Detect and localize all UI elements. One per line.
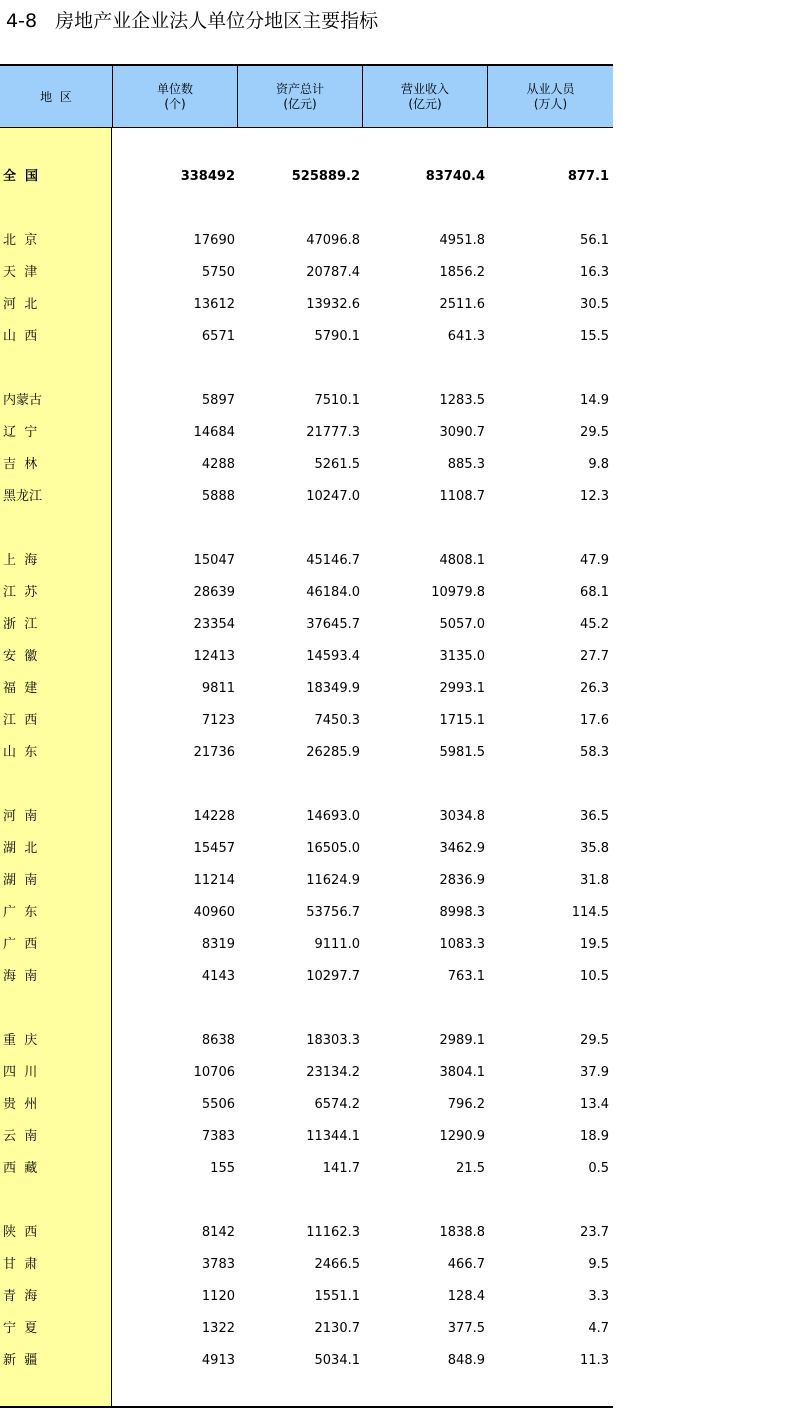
region-name: 黑龙江 <box>3 489 43 504</box>
revenue-cell: 641.3 <box>447 329 485 344</box>
assets-cell: 11624.9 <box>306 873 360 888</box>
region-name: 广 东 <box>3 905 38 920</box>
assets-cell: 14693.0 <box>306 809 360 824</box>
table-row <box>0 1127 613 1147</box>
revenue-cell: 2993.1 <box>439 681 485 696</box>
table-row <box>0 967 613 987</box>
region-name: 重 庆 <box>3 1033 38 1048</box>
header-assets <box>238 66 363 128</box>
table-bottom-rule <box>0 1406 613 1408</box>
table-row <box>0 455 613 475</box>
units-cell: 338492 <box>180 169 235 184</box>
revenue-cell: 5981.5 <box>439 745 485 760</box>
employees-cell: 17.6 <box>580 713 609 728</box>
employees-cell: 35.8 <box>580 841 609 856</box>
employees-cell: 23.7 <box>580 1225 609 1240</box>
revenue-cell: 2511.6 <box>439 297 485 312</box>
table-row <box>0 647 613 667</box>
header-assets-label: 资产总计 <box>275 82 324 96</box>
revenue-cell: 3135.0 <box>439 649 485 664</box>
units-cell: 4143 <box>201 969 235 984</box>
units-cell: 15047 <box>193 553 235 568</box>
units-cell: 9811 <box>201 681 235 696</box>
table-row <box>0 839 613 859</box>
revenue-cell: 1838.8 <box>439 1225 485 1240</box>
region-name: 安 徽 <box>3 649 38 664</box>
region-name: 贵 州 <box>3 1097 38 1112</box>
region-name: 湖 南 <box>3 873 38 888</box>
units-cell: 23354 <box>193 617 235 632</box>
table-row <box>0 231 613 251</box>
region-name: 福 建 <box>3 681 38 696</box>
units-cell: 21736 <box>193 745 235 760</box>
employees-cell: 68.1 <box>580 585 609 600</box>
units-cell: 4288 <box>201 457 235 472</box>
employees-cell: 29.5 <box>580 1033 609 1048</box>
assets-cell: 16505.0 <box>306 841 360 856</box>
revenue-cell: 1290.9 <box>439 1129 485 1144</box>
region-name: 吉 林 <box>3 457 38 472</box>
assets-cell: 26285.9 <box>306 745 360 760</box>
revenue-cell: 128.4 <box>447 1289 485 1304</box>
assets-cell: 37645.7 <box>306 617 360 632</box>
region-name: 河 南 <box>3 809 38 824</box>
assets-cell: 18303.3 <box>306 1033 360 1048</box>
region-column <box>0 128 112 1407</box>
assets-cell: 21777.3 <box>306 425 360 440</box>
employees-cell: 36.5 <box>580 809 609 824</box>
region-name: 天 津 <box>3 265 38 280</box>
units-cell: 8638 <box>201 1033 235 1048</box>
table-row <box>0 583 613 603</box>
revenue-cell: 377.5 <box>447 1321 485 1336</box>
region-name: 新 疆 <box>3 1353 38 1368</box>
employees-cell: 18.9 <box>580 1129 609 1144</box>
assets-cell: 47096.8 <box>306 233 360 248</box>
region-name: 浙 江 <box>3 617 38 632</box>
revenue-cell: 5057.0 <box>439 617 485 632</box>
table-row <box>0 807 613 827</box>
employees-cell: 877.1 <box>567 169 609 184</box>
table-row <box>0 679 613 699</box>
region-name: 西 藏 <box>3 1161 38 1176</box>
units-cell: 5506 <box>201 1097 235 1112</box>
table-row <box>0 1031 613 1051</box>
region-name: 陕 西 <box>3 1225 38 1240</box>
units-cell: 155 <box>210 1161 235 1176</box>
table-row <box>0 551 613 571</box>
table-row <box>0 295 613 315</box>
employees-cell: 29.5 <box>580 425 609 440</box>
assets-cell: 10297.7 <box>306 969 360 984</box>
header-employees-unit: (万人) <box>533 97 568 111</box>
employees-cell: 31.8 <box>580 873 609 888</box>
region-name: 云 南 <box>3 1129 38 1144</box>
table-row <box>0 1351 613 1371</box>
units-cell: 5750 <box>201 265 235 280</box>
table-row <box>0 1063 613 1083</box>
region-name: 四 川 <box>3 1065 38 1080</box>
revenue-cell: 21.5 <box>456 1161 485 1176</box>
header-units-label: 单位数 <box>156 82 193 96</box>
table-row <box>0 615 613 635</box>
assets-cell: 23134.2 <box>306 1065 360 1080</box>
table-row <box>0 711 613 731</box>
assets-cell: 5790.1 <box>314 329 360 344</box>
table-row <box>0 263 613 283</box>
units-cell: 8142 <box>201 1225 235 1240</box>
assets-cell: 18349.9 <box>306 681 360 696</box>
employees-cell: 0.5 <box>588 1161 609 1176</box>
region-name: 上 海 <box>3 553 38 568</box>
table-row <box>0 1159 613 1179</box>
employees-cell: 45.2 <box>580 617 609 632</box>
employees-cell: 10.5 <box>580 969 609 984</box>
revenue-cell: 4808.1 <box>439 553 485 568</box>
units-cell: 12413 <box>193 649 235 664</box>
assets-cell: 2130.7 <box>314 1321 360 1336</box>
revenue-cell: 1715.1 <box>439 713 485 728</box>
employees-cell: 9.5 <box>588 1257 609 1272</box>
header-revenue-label: 营业收入 <box>400 82 449 96</box>
assets-cell: 5261.5 <box>314 457 360 472</box>
revenue-cell: 8998.3 <box>439 905 485 920</box>
table-row <box>0 903 613 923</box>
assets-cell: 1551.1 <box>314 1289 360 1304</box>
revenue-cell: 3034.8 <box>439 809 485 824</box>
region-name: 山 东 <box>3 745 38 760</box>
total-row <box>0 167 613 187</box>
employees-cell: 13.4 <box>580 1097 609 1112</box>
table-header <box>0 64 613 128</box>
units-cell: 11214 <box>193 873 235 888</box>
table-row <box>0 1255 613 1275</box>
units-cell: 8319 <box>201 937 235 952</box>
assets-cell: 7450.3 <box>314 713 360 728</box>
employees-cell: 15.5 <box>580 329 609 344</box>
employees-cell: 27.7 <box>580 649 609 664</box>
employees-cell: 16.3 <box>580 265 609 280</box>
region-name: 内蒙古 <box>3 393 43 408</box>
table-row <box>0 391 613 411</box>
region-name: 河 北 <box>3 297 38 312</box>
revenue-cell: 4951.8 <box>439 233 485 248</box>
header-revenue <box>363 66 488 128</box>
region-name: 宁 夏 <box>3 1321 38 1336</box>
assets-cell: 20787.4 <box>306 265 360 280</box>
revenue-cell: 885.3 <box>447 457 485 472</box>
region-name: 江 西 <box>3 713 38 728</box>
revenue-cell: 2989.1 <box>439 1033 485 1048</box>
region-name: 广 西 <box>3 937 38 952</box>
assets-cell: 53756.7 <box>306 905 360 920</box>
employees-cell: 58.3 <box>580 745 609 760</box>
region-name: 辽 宁 <box>3 425 38 440</box>
revenue-cell: 1283.5 <box>439 393 485 408</box>
employees-cell: 14.9 <box>580 393 609 408</box>
units-cell: 13612 <box>193 297 235 312</box>
region-name: 湖 北 <box>3 841 38 856</box>
employees-cell: 37.9 <box>580 1065 609 1080</box>
table-row <box>0 1319 613 1339</box>
units-cell: 17690 <box>193 233 235 248</box>
region-name: 海 南 <box>3 969 38 984</box>
employees-cell: 30.5 <box>580 297 609 312</box>
units-cell: 40960 <box>193 905 235 920</box>
employees-cell: 26.3 <box>580 681 609 696</box>
page-title: 4-8 房地产业企业法人单位分地区主要指标 <box>6 10 379 32</box>
table-row <box>0 1095 613 1115</box>
region-name: 甘 肃 <box>3 1257 38 1272</box>
region-name: 全 国 <box>3 169 39 184</box>
revenue-cell: 83740.4 <box>425 169 485 184</box>
header-employees <box>488 66 613 128</box>
header-employees-label: 从业人员 <box>526 82 575 96</box>
employees-cell: 19.5 <box>580 937 609 952</box>
assets-cell: 10247.0 <box>306 489 360 504</box>
units-cell: 1120 <box>201 1289 235 1304</box>
assets-cell: 9111.0 <box>314 937 360 952</box>
assets-cell: 141.7 <box>322 1161 360 1176</box>
header-revenue-unit: (亿元) <box>408 97 442 111</box>
region-name: 青 海 <box>3 1289 38 1304</box>
assets-cell: 6574.2 <box>314 1097 360 1112</box>
assets-cell: 11344.1 <box>306 1129 360 1144</box>
assets-cell: 13932.6 <box>306 297 360 312</box>
header-region-label: 地 区 <box>40 89 72 104</box>
revenue-cell: 3462.9 <box>439 841 485 856</box>
units-cell: 5897 <box>201 393 235 408</box>
employees-cell: 12.3 <box>580 489 609 504</box>
table-row <box>0 423 613 443</box>
table-row <box>0 327 613 347</box>
units-cell: 7123 <box>201 713 235 728</box>
units-cell: 28639 <box>193 585 235 600</box>
header-units <box>113 66 238 128</box>
header-assets-unit: (亿元) <box>283 97 317 111</box>
assets-cell: 46184.0 <box>306 585 360 600</box>
employees-cell: 4.7 <box>588 1321 609 1336</box>
employees-cell: 11.3 <box>580 1353 609 1368</box>
revenue-cell: 1856.2 <box>439 265 485 280</box>
assets-cell: 525889.2 <box>291 169 360 184</box>
header-units-unit: (个) <box>164 97 186 111</box>
revenue-cell: 2836.9 <box>439 873 485 888</box>
units-cell: 5888 <box>201 489 235 504</box>
units-cell: 3783 <box>201 1257 235 1272</box>
revenue-cell: 1083.3 <box>439 937 485 952</box>
units-cell: 14684 <box>193 425 235 440</box>
data-table <box>0 64 613 1407</box>
assets-cell: 2466.5 <box>314 1257 360 1272</box>
table-row <box>0 487 613 507</box>
region-name: 山 西 <box>3 329 38 344</box>
table-row <box>0 743 613 763</box>
revenue-cell: 3804.1 <box>439 1065 485 1080</box>
units-cell: 10706 <box>193 1065 235 1080</box>
header-region <box>0 66 113 128</box>
employees-cell: 3.3 <box>588 1289 609 1304</box>
region-name: 北 京 <box>3 233 38 248</box>
table-row <box>0 1287 613 1307</box>
units-cell: 15457 <box>193 841 235 856</box>
employees-cell: 47.9 <box>580 553 609 568</box>
revenue-cell: 466.7 <box>447 1257 485 1272</box>
employees-cell: 9.8 <box>588 457 609 472</box>
revenue-cell: 848.9 <box>447 1353 485 1368</box>
units-cell: 14228 <box>193 809 235 824</box>
assets-cell: 11162.3 <box>306 1225 360 1240</box>
units-cell: 6571 <box>201 329 235 344</box>
table-row <box>0 871 613 891</box>
revenue-cell: 763.1 <box>447 969 485 984</box>
region-name: 江 苏 <box>3 585 38 600</box>
units-cell: 1322 <box>201 1321 235 1336</box>
table-row <box>0 935 613 955</box>
assets-cell: 14593.4 <box>306 649 360 664</box>
assets-cell: 45146.7 <box>306 553 360 568</box>
revenue-cell: 10979.8 <box>431 585 485 600</box>
revenue-cell: 3090.7 <box>439 425 485 440</box>
units-cell: 7383 <box>201 1129 235 1144</box>
employees-cell: 114.5 <box>571 905 609 920</box>
employees-cell: 56.1 <box>580 233 609 248</box>
assets-cell: 7510.1 <box>314 393 360 408</box>
table-row <box>0 1223 613 1243</box>
revenue-cell: 1108.7 <box>439 489 485 504</box>
revenue-cell: 796.2 <box>447 1097 485 1112</box>
assets-cell: 5034.1 <box>314 1353 360 1368</box>
units-cell: 4913 <box>201 1353 235 1368</box>
